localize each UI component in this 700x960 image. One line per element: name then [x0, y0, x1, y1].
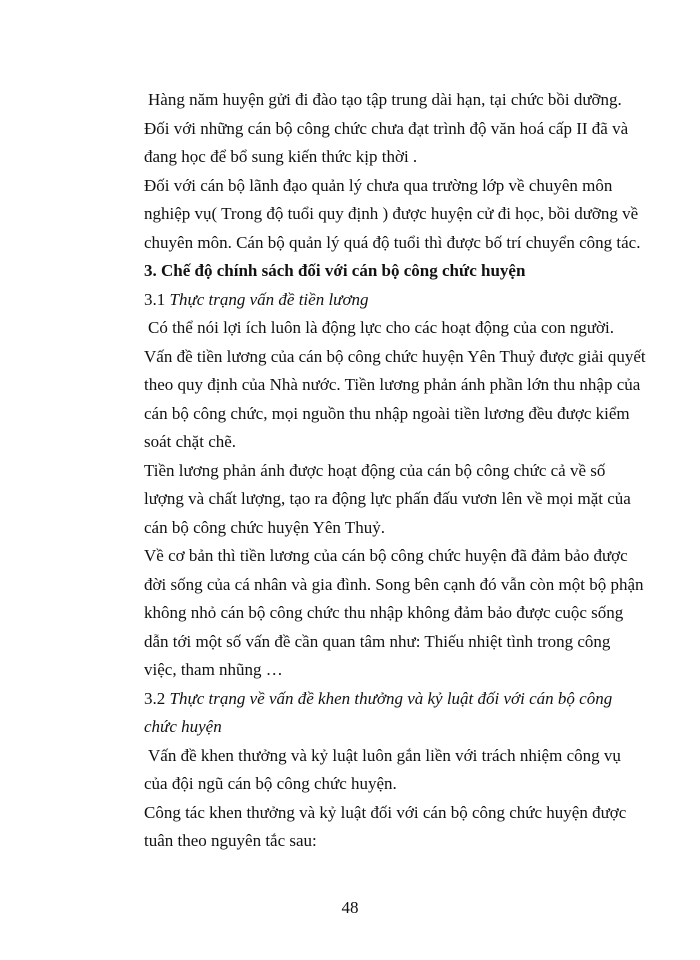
paragraph-line: của đội ngũ cán bộ công chức huyện. [144, 774, 397, 793]
paragraph-line: chuyên môn. Cán bộ quản lý quá độ tuổi thì được bố trí chuyển công tác. [144, 232, 641, 252]
paragraph-line: không nhỏ cán bộ công chức thu nhập không đảm bảo được cuộc sống [144, 603, 624, 622]
paragraph-line: nghiệp vụ( Trong độ tuổi quy định ) được huyện cử đi học, bồi dưỡng về [144, 204, 639, 223]
subsection-title: Thực trạng vấn đề tiền lương [169, 289, 369, 309]
paragraph-line: Vấn đề khen thưởng và kỷ luật luôn gắn liền với trách nhiệm công vụ [148, 745, 621, 765]
paragraph-line: theo quy định của Nhà nước. Tiền lương phản ánh phần lớn thu nhập của [144, 375, 641, 394]
paragraph-line: việc, tham nhũng … [144, 660, 283, 679]
paragraph-line: Có thể nói lợi ích luôn là động lực cho các hoạt động của con người. [148, 318, 615, 337]
subsection-number: 3.2 [144, 688, 170, 708]
paragraph-line: Về cơ bản thì tiền lương của cán bộ công chức huyện đã đảm bảo được [144, 546, 628, 565]
subsection-heading [144, 286, 614, 315]
paragraph-line: soát chặt chẽ. [144, 432, 237, 451]
subsection-heading [144, 685, 614, 714]
paragraph-line: Đối với những cán bộ công chức chưa đạt trình độ văn hoá cấp II đã và [144, 118, 629, 138]
subsection-title-continued: chức huyện [144, 717, 222, 736]
page-number: 48 [341, 898, 359, 917]
subsection-number: 3.1 [144, 289, 170, 309]
paragraph-line: Vấn đề tiền lương của cán bộ công chức huyện Yên Thuỷ được giải quyết [144, 346, 646, 366]
paragraph-line: Công tác khen thưởng và kỷ luật đối với cán bộ công chức huyện được [144, 802, 627, 822]
paragraph-line: Tiền lương phản ánh được hoạt động của cán bộ công chức cả về số [144, 460, 606, 480]
paragraph-line: cán bộ công chức, mọi nguồn thu nhập ngoài tiền lương đều được kiểm [144, 403, 630, 423]
paragraph-line: đời sống của cá nhân và gia đình. Song bên cạnh đó vẫn còn một bộ phận [144, 574, 644, 594]
paragraph-line: dẫn tới một số vấn đề cần quan tâm như: Thiếu nhiệt tình trong công [144, 631, 611, 651]
paragraph-line: lượng và chất lượng, tạo ra động lực phấn đấu vươn lên về mọi mặt của [144, 489, 631, 508]
subsection-title: Thực trạng về vấn đề khen thưởng và kỷ luật đối với cán bộ công [169, 688, 613, 708]
paragraph-line: Đối với cán bộ lãnh đạo quản lý chưa qua trường lớp về chuyên môn [144, 175, 613, 195]
body-text [144, 86, 646, 856]
paragraph-line: tuân theo nguyên tắc sau: [144, 831, 317, 850]
paragraph-line: cán bộ công chức huyện Yên Thuỷ. [144, 517, 386, 537]
section-heading: 3. Chế độ chính sách đối với cán bộ công chức huyện [144, 261, 526, 280]
paragraph-line: đang học để bổ sung kiến thức kịp thời . [144, 147, 418, 166]
paragraph-line: Hàng năm huyện gửi đi đào tạo tập trung dài hạn, tại chức bồi dưỡng. [148, 90, 622, 109]
